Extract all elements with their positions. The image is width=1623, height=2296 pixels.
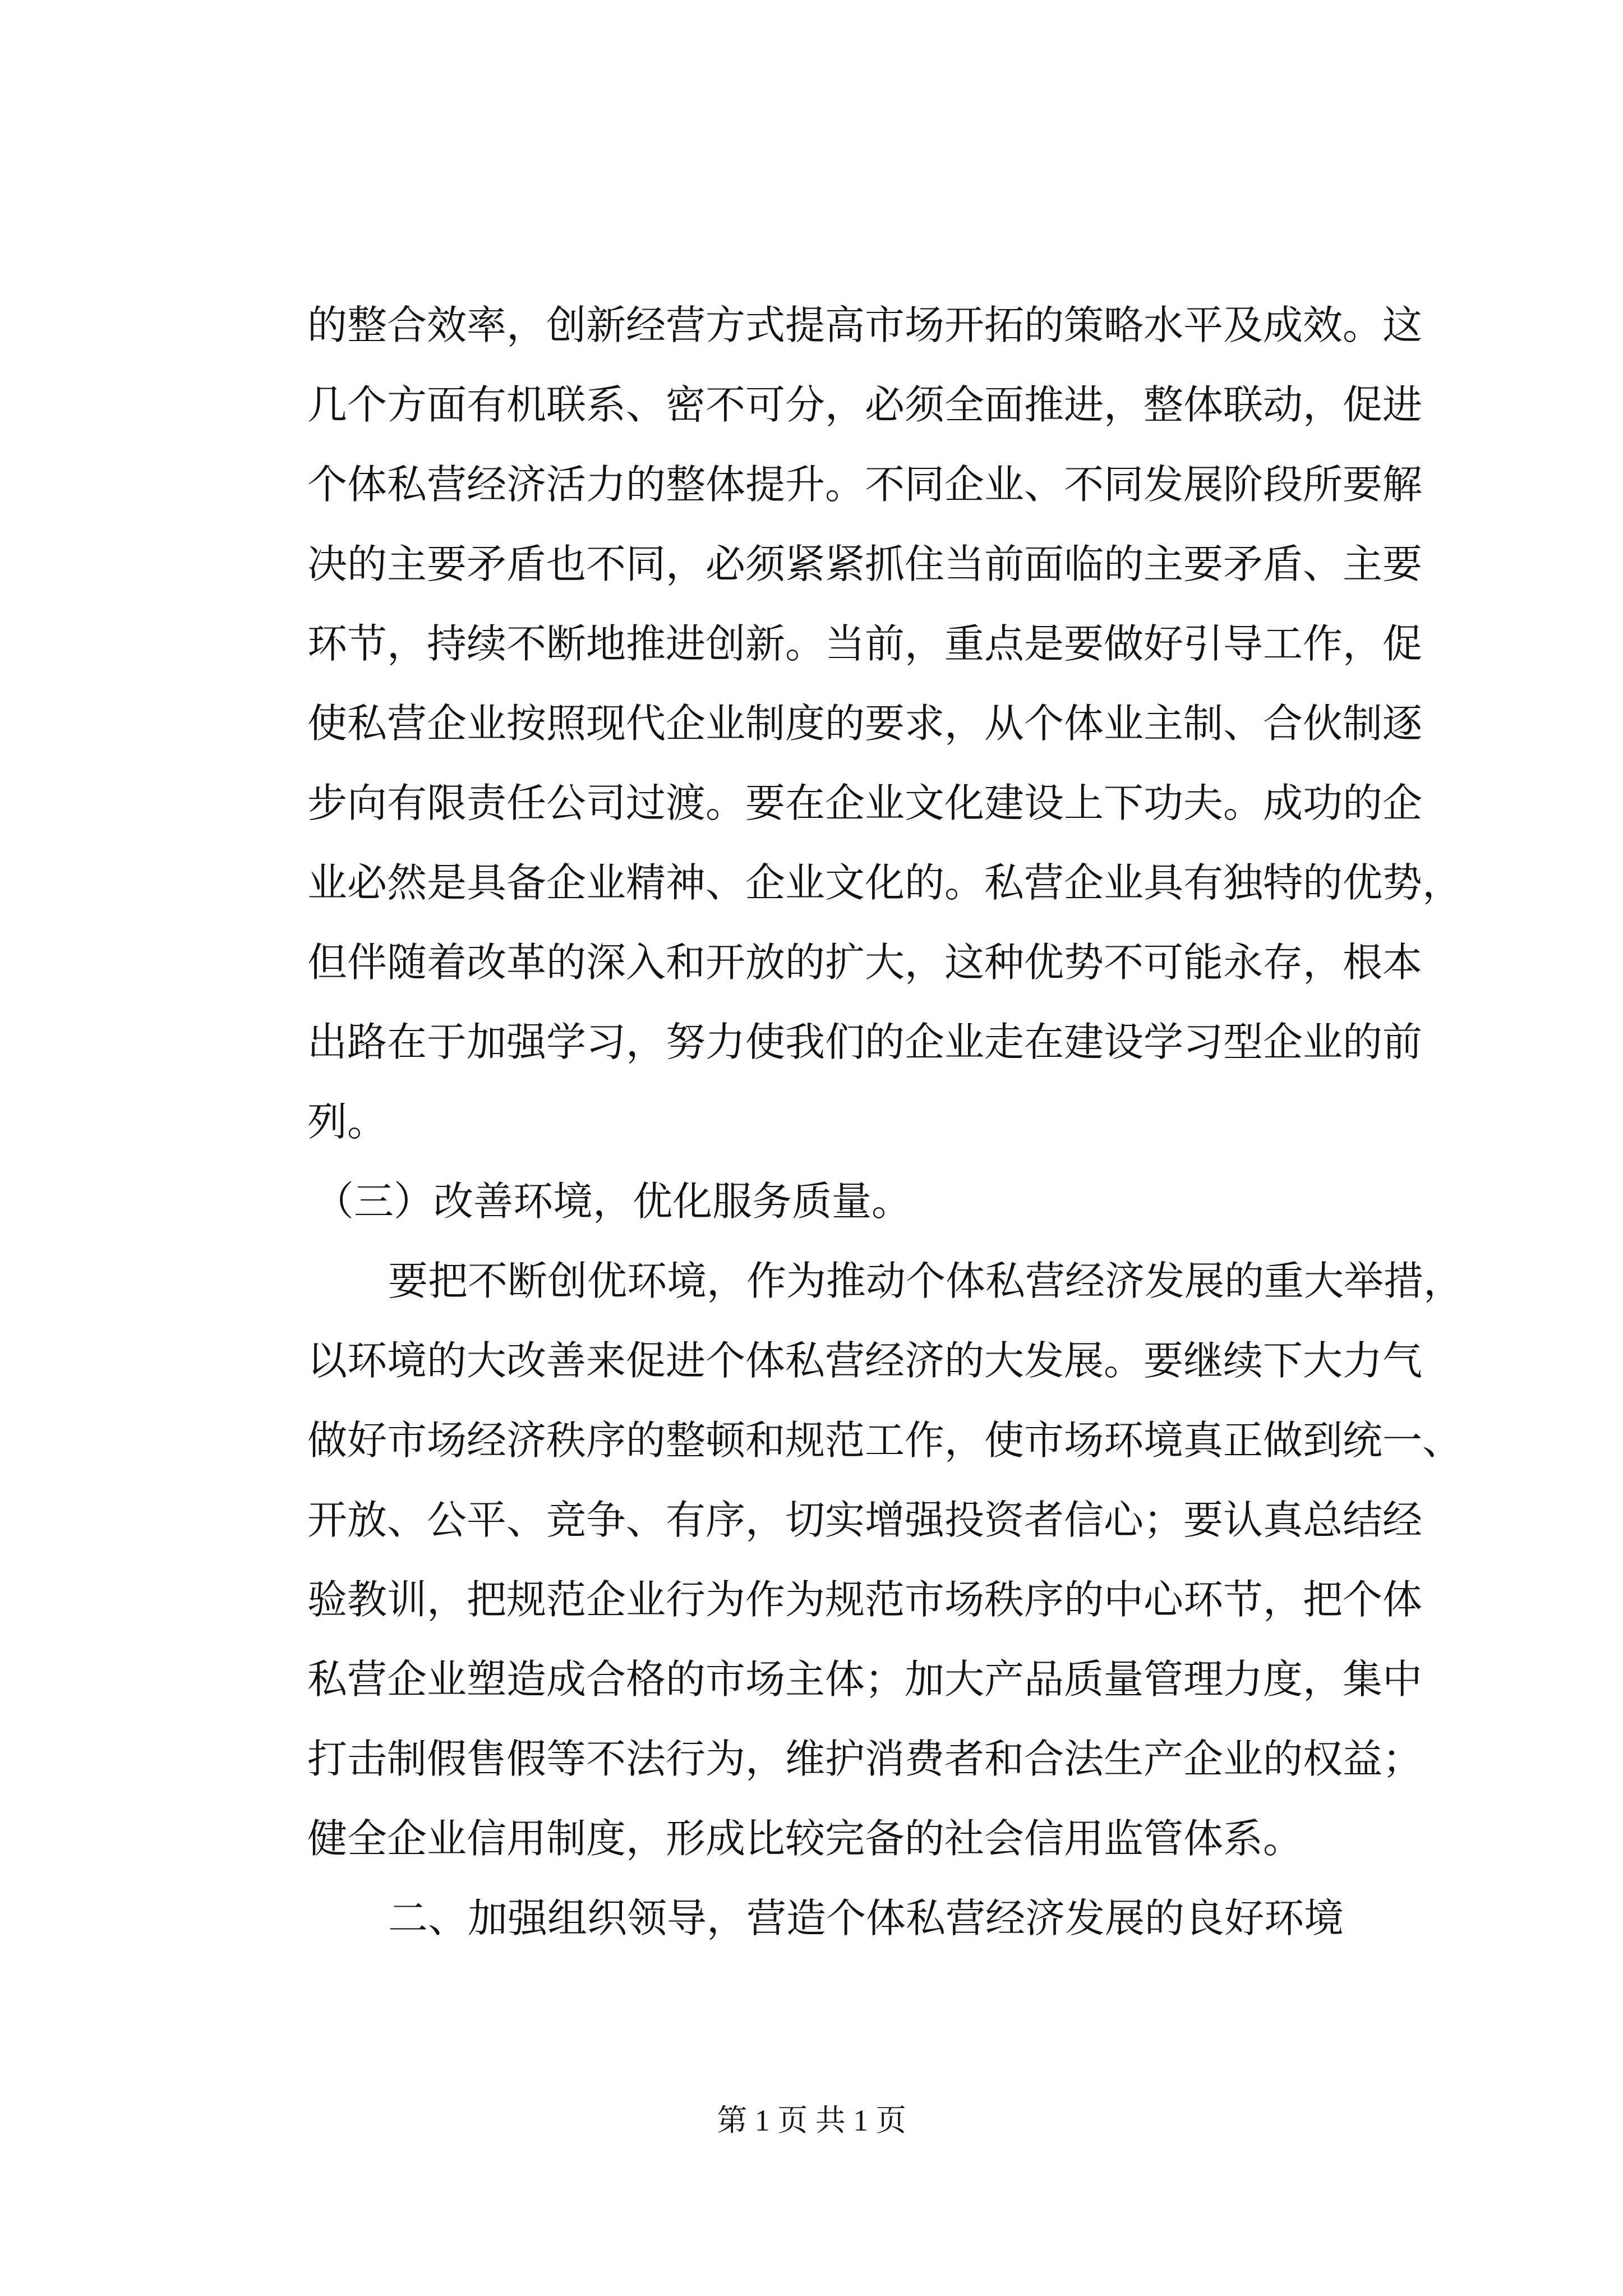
paragraph-line: 业必然是具备企业精神、企业文化的。私营企业具有独特的优势，	[307, 859, 1463, 906]
paragraph-line: 出路在于加强学习，努力使我们的企业走在建设学习型企业的前	[307, 1019, 1423, 1065]
paragraph-line: 使私营企业按照现代企业制度的要求，从个体业主制、合伙制逐	[307, 700, 1423, 747]
paragraph-line: 的整合效率，创新经营方式提高市场开拓的策略水平及成效。这	[307, 302, 1423, 348]
page-footer: 第 1 页 共 1 页	[717, 2104, 906, 2137]
paragraph-line: 打击制假售假等不法行为，维护消费者和合法生产企业的权益；	[307, 1736, 1423, 1782]
section-heading: （三）改善环境，优化服务质量。	[314, 1178, 912, 1225]
section-heading: 二、加强组织领导，营造个体私营经济发展的良好环境	[388, 1895, 1344, 1941]
paragraph-line: 以环境的大改善来促进个体私营经济的大发展。要继续下大力气	[307, 1337, 1423, 1384]
paragraph-line: 决的主要矛盾也不同，必须紧紧抓住当前面临的主要矛盾、主要	[307, 541, 1423, 587]
paragraph-line: 私营企业塑造成合格的市场主体；加大产品质量管理力度，集中	[307, 1656, 1423, 1703]
paragraph-line: 要把不断创优环境，作为推动个体私营经济发展的重大举措，	[388, 1258, 1464, 1304]
paragraph-line: 做好市场经济秩序的整顿和规范工作，使市场环境真正做到统一、	[307, 1417, 1463, 1464]
paragraph-line: 环节，持续不断地推进创新。当前，重点是要做好引导工作，促	[307, 620, 1423, 667]
paragraph-line: 但伴随着改革的深入和开放的扩大，这种优势不可能永存，根本	[307, 939, 1423, 986]
paragraph-line: 个体私营经济活力的整体提升。不同企业、不同发展阶段所要解	[307, 461, 1423, 508]
paragraph-line: 列。	[307, 1098, 388, 1145]
paragraph-line: 健全企业信用制度，形成比较完备的社会信用监管体系。	[307, 1815, 1303, 1862]
paragraph-line: 开放、公平、竞争、有序，切实增强投资者信心；要认真总结经	[307, 1497, 1423, 1543]
paragraph-line: 步向有限责任公司过渡。要在企业文化建设上下功夫。成功的企	[307, 780, 1423, 826]
paragraph-line: 几个方面有机联系、密不可分，必须全面推进，整体联动，促进	[307, 381, 1423, 428]
paragraph-line: 验教训，把规范企业行为作为规范市场秩序的中心环节，把个体	[307, 1576, 1423, 1623]
